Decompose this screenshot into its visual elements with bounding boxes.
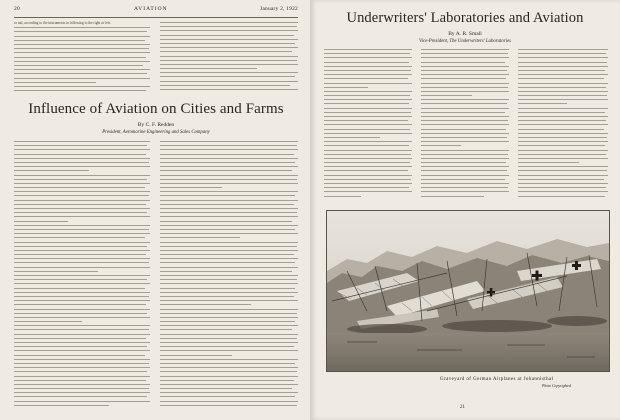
right-article-byline: By A. R. Small (448, 31, 482, 37)
left-body-col-1 (14, 141, 150, 407)
right-article-affiliation: Vice-President, The Underwriters' Laboratories (419, 39, 511, 44)
right-article-title: Underwriters' Laboratories and Aviation (346, 10, 584, 26)
left-body-col-2 (160, 141, 298, 407)
header-rule-left (14, 17, 298, 18)
airplane-graveyard-photo (326, 210, 610, 372)
right-col-1 (324, 49, 412, 205)
photo-credit: Photo Copyrighted (542, 384, 572, 388)
left-page-number: 20 (14, 6, 20, 12)
text-lines (14, 27, 150, 94)
right-page-number: 21 (460, 405, 465, 410)
left-article-affiliation: President, Aeromarine Engineering and Sales Company (102, 130, 210, 135)
photo-caption: Graveyard of German Airplanes at Johannisthal (440, 377, 554, 382)
publication-name: AVIATION (134, 6, 168, 12)
left-article-byline: By C. F. Redden (137, 122, 175, 128)
right-col-2 (421, 49, 509, 205)
left-top-col-1 (14, 21, 150, 97)
issue-date: January 2, 1922 (260, 6, 298, 12)
top-fragment-text: or tail, according to the instruments in following to the right or left. (14, 21, 111, 25)
right-page (310, 0, 620, 420)
left-top-col-2 (160, 22, 298, 98)
left-running-header (14, 6, 298, 16)
right-col-3 (518, 49, 608, 205)
left-article-title: Influence of Aviation on Cities and Farms (28, 101, 284, 117)
